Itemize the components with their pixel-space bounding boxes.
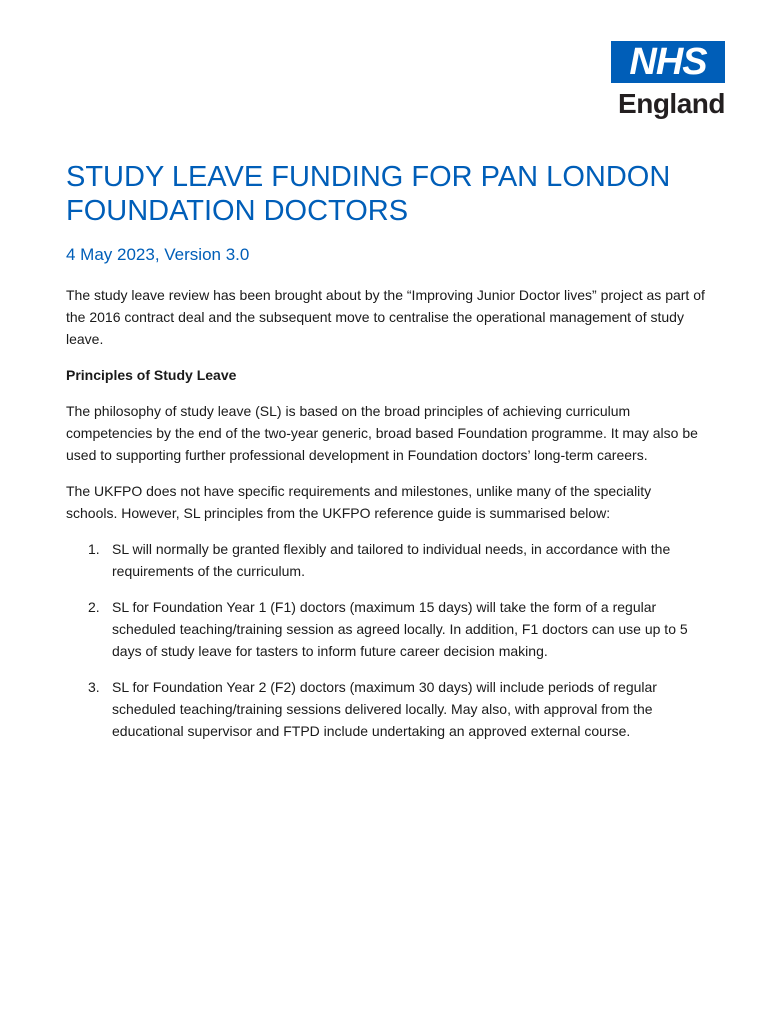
list-item-text: SL for Foundation Year 1 (F1) doctors (maximum 15 days) will take the form of a regular scheduled teaching/training session as agreed locally. In addition, F1 doctors can use up to 5 days of study leave for tasters to inform future career decision making. [112, 599, 688, 659]
principles-list [66, 538, 706, 742]
list-item-number: 1. [88, 541, 100, 557]
intro-paragraph: The study leave review has been brought about by the “Improving Junior Doctor lives” project as part of the 2016 contract deal and the subsequent move to centralise the operational management of study leave. [66, 287, 705, 347]
principles-paragraph: The philosophy of study leave (SL) is based on the broad principles of achieving curriculum competencies by the end of the two-year generic, broad based Foundation programme. It may also be used to supporting further professional development in Foundation doctors’ long-term careers. [66, 403, 698, 463]
ukfpo-paragraph: The UKFPO does not have specific requirements and milestones, unlike many of the speciality schools. However, SL principles from the UKFPO reference guide is summarised below: [66, 483, 652, 521]
list-item [66, 596, 706, 662]
list-item-text: SL will normally be granted flexibly and tailored to individual needs, in accordance with the requirements of the curriculum. [112, 541, 671, 579]
document-date-version: 4 May 2023, Version 3.0 [66, 245, 250, 264]
list-item [66, 676, 706, 742]
document-body [66, 160, 706, 756]
list-item-text: SL for Foundation Year 2 (F2) doctors (maximum 30 days) will include periods of regular scheduled teaching/training sessions delivered locally. May also, with approval from the educational supervisor and FTPD include undertaking an approved external course. [112, 679, 657, 739]
nhs-logo-region: England [618, 88, 725, 119]
document-title: STUDY LEAVE FUNDING FOR PAN LONDON FOUNDATION DOCTORS [66, 161, 671, 227]
list-item-number: 2. [88, 599, 100, 615]
list-item-number: 3. [88, 679, 100, 695]
nhs-england-logo [611, 41, 725, 121]
section-heading: Principles of Study Leave [66, 367, 237, 383]
nhs-logo-mark: NHS [611, 41, 725, 83]
list-item [66, 538, 706, 582]
